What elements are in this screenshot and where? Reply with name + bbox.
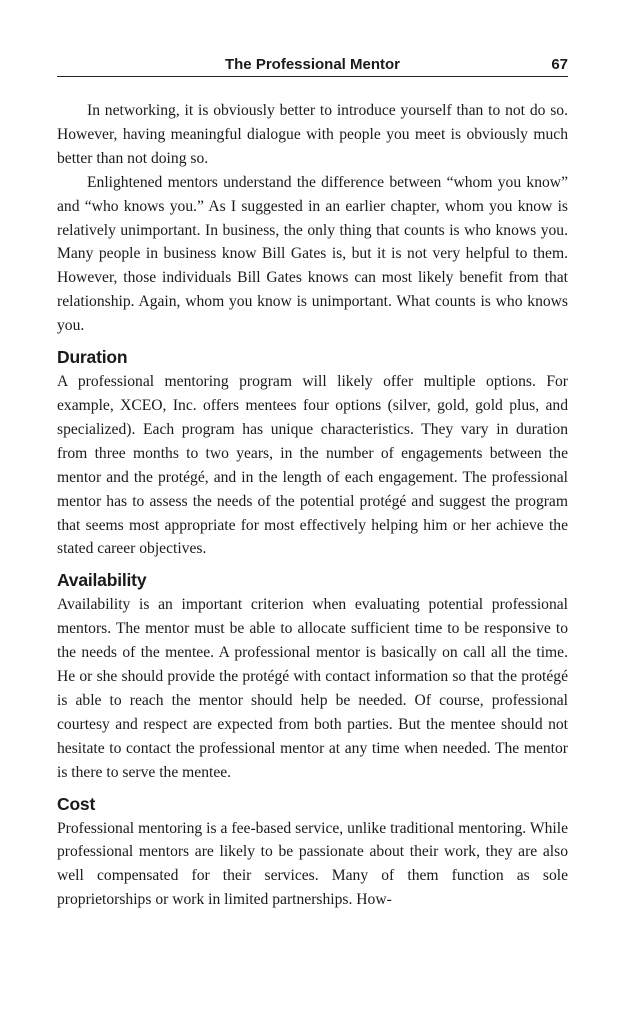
section-heading-availability: Availability [57, 570, 147, 591]
paragraph: Enlightened mentors understand the difference between “whom you know” and “who knows you.” As I suggested in an earlier chapter, whom you know is relatively unimportant. In business, the only thing that counts is who knows you. Many people in business know Bill Gates is, but it is not very helpful to them. However, those individuals Bill Gates knows can most likely benefit from that relationship. Again, whom you know is unimportant. What counts is who knows you. [57, 173, 568, 335]
paragraph: A professional mentoring program will likely offer multiple options. For example, XCEO, Inc. offers mentees four options (silver, gold, gold plus, and specialized). Each program has unique characteristics. They vary in duration from three months to two years, in the number of engagements between the mentor and the protégé, and in the length of each engagement. The professional mentor has to assess the needs of the potential protégé and suggest the program that seems most appropriate for most effectively helping him or her achieve the stated career objectives. [57, 373, 568, 558]
page-number: 67 [551, 56, 568, 73]
running-head [57, 54, 568, 77]
paragraph: In networking, it is obviously better to introduce yourself than to not do so. However, having meaningful dialogue with people you meet is obviously much better than not doing so. [57, 102, 568, 167]
paragraph: Availability is an important criterion when evaluating potential professional mentors. The mentor must be able to allocate sufficient time to be responsive to the needs of the mentee. A professional mentor is basically on call all the time. He or she should provide the protégé with contact information so that the protégé is able to reach the mentor should help be needed. Of course, professional courtesy and respect are expected from both parties. But the mentee should not hesitate to contact the professional mentor at any time when needed. The mentor is there to serve the mentee. [57, 596, 568, 781]
paragraph: Professional mentoring is a fee-based service, unlike traditional mentoring. While professional mentors are likely to be passionate about their work, they are also well compensated for their services. Many of them function as sole proprietorships or work in limited partnerships. How- [57, 819, 568, 909]
section-heading-duration: Duration [57, 347, 128, 368]
running-head-title: The Professional Mentor [224, 56, 401, 73]
section-heading-cost: Cost [57, 793, 96, 814]
body-text [57, 99, 568, 912]
